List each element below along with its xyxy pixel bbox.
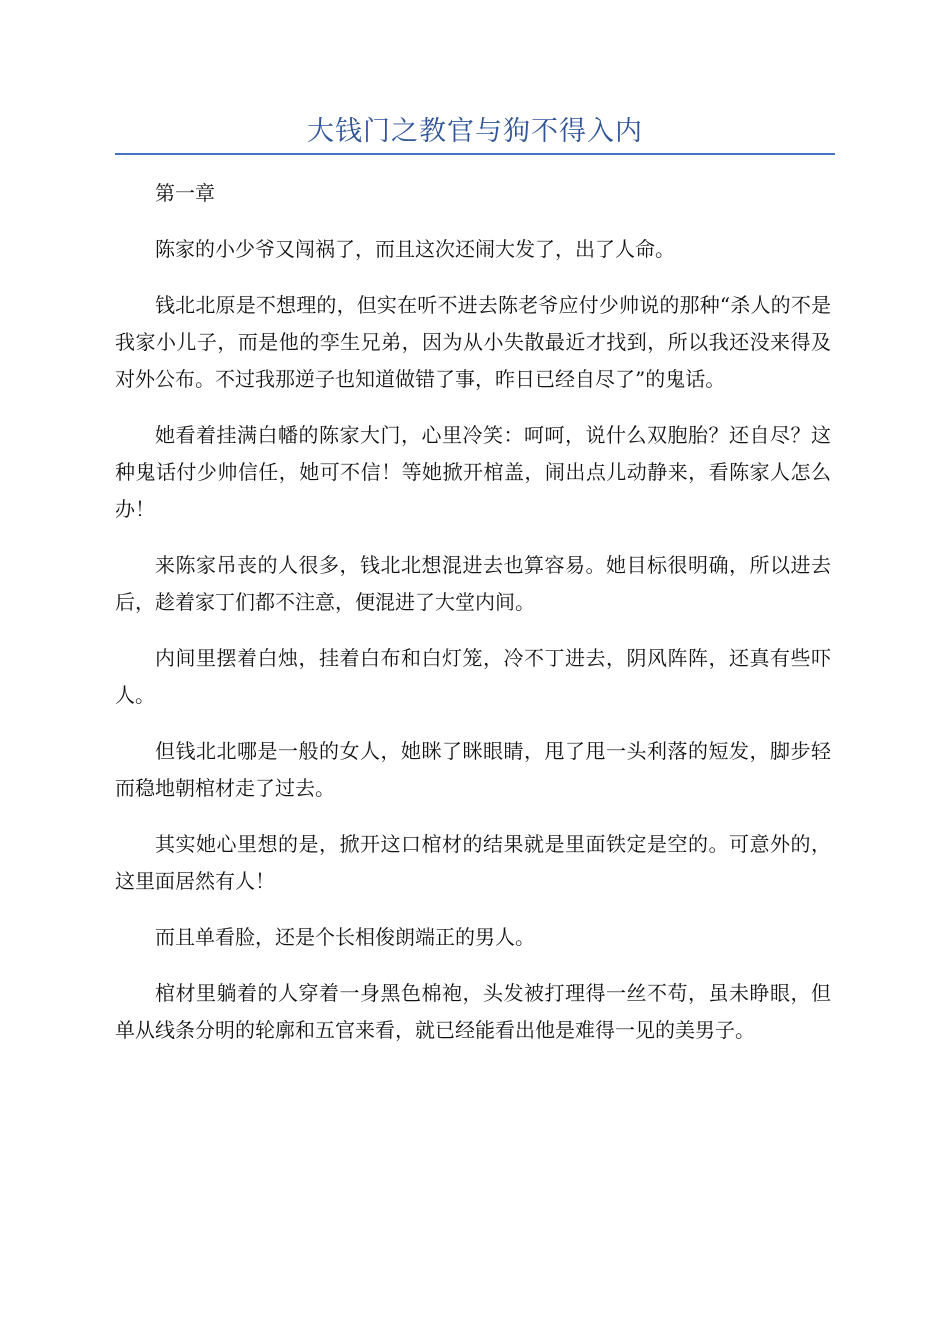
paragraph-3: 她看着挂满白幡的陈家大门，心里冷笑：呵呵，说什么双胞胎？还自尽？这种鬼话付少帅信任，她可不信！等她掀开棺盖，闹出点儿动静来，看陈家人怎么办！ bbox=[115, 423, 831, 521]
paragraph-6: 但钱北北哪是一般的女人，她眯了眯眼睛，甩了甩一头利落的短发，脚步轻而稳地朝棺材走了过去。 bbox=[115, 739, 831, 800]
paragraph-9: 棺材里躺着的人穿着一身黑色棉袍，头发被打理得一丝不苟，虽未睁眼，但单从线条分明的轮廓和五官来看，就已经能看出他是难得一见的美男子。 bbox=[115, 981, 831, 1042]
paragraph-2: 钱北北原是不想理的，但实在听不进去陈老爷应付少帅说的那种“杀人的不是我家小儿子，而是他的孪生兄弟，因为从小失散最近才找到，所以我还没来得及对外公布。不过我那逆子也知道做错了事，昨日已经自尽了”的鬼话。 bbox=[115, 293, 831, 391]
paragraph-5: 内间里摆着白烛，挂着白布和白灯笼，冷不丁进去，阴风阵阵，还真有些吓人。 bbox=[115, 646, 831, 707]
title-underline-rule bbox=[115, 153, 835, 155]
paragraph-1: 陈家的小少爷又闯祸了，而且这次还闹大发了，出了人命。 bbox=[155, 237, 675, 261]
paragraph-4: 来陈家吊丧的人很多，钱北北想混进去也算容易。她目标很明确，所以进去后，趁着家丁们都不注意，便混进了大堂内间。 bbox=[115, 553, 831, 614]
paragraph-7: 其实她心里想的是，掀开这口棺材的结果就是里面铁定是空的。可意外的，这里面居然有人！ bbox=[115, 832, 831, 893]
document-body bbox=[115, 175, 831, 1068]
chapter-heading: 第一章 bbox=[155, 181, 215, 205]
document-title: 大钱门之教官与狗不得入内 bbox=[307, 116, 643, 147]
paragraph-8: 而且单看脸，还是个长相俊朗端正的男人。 bbox=[155, 925, 535, 949]
